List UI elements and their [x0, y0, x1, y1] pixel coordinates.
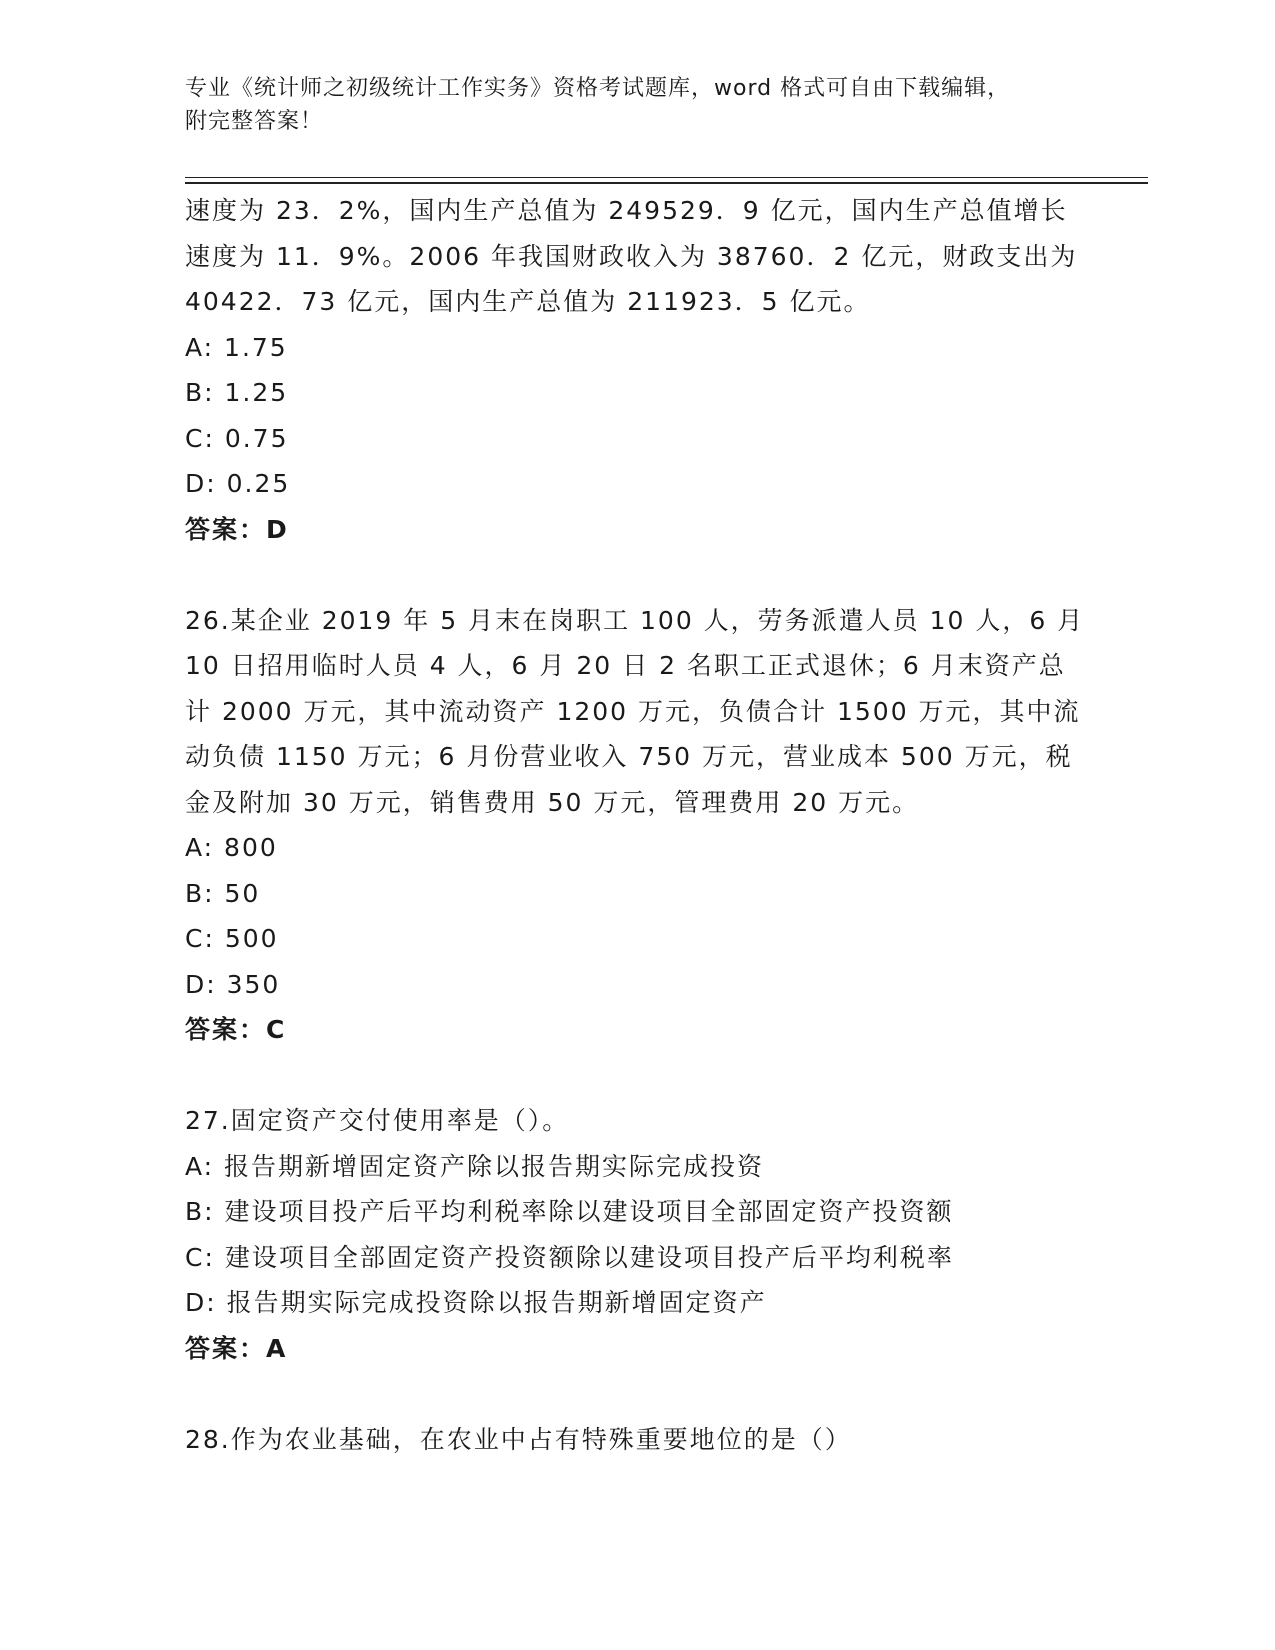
question-25-option-b: B: 1.25 — [185, 378, 289, 407]
question-26-text-line: 金及附加 30 万元，销售费用 50 万元，管理费用 20 万元。 — [185, 787, 920, 817]
header-line-1: 专业《统计师之初级统计工作实务》资格考试题库，word 格式可自由下载编辑， — [185, 76, 1011, 101]
question-27-option-c: C: 建设项目全部固定资产投资额除以建设项目投产后平均利税率 — [185, 1242, 954, 1272]
header-rule-thick — [185, 182, 1148, 184]
question-26-option-b: B: 50 — [185, 878, 261, 908]
question-26-text-line: 26.某企业 2019 年 5 月末在岗职工 100 人，劳务派遣人员 10 人，6 月 — [185, 605, 1085, 635]
question-26-option-c: C: 500 — [185, 924, 279, 953]
question-26-option-d: D: 350 — [185, 969, 281, 999]
document-body — [185, 188, 1085, 1462]
question-26 — [185, 598, 1085, 1053]
question-26-text-line: 10 日招用临时人员 4 人，6 月 20 日 2 名职工正式退休；6 月末资产总 — [185, 651, 1066, 680]
header-line-2: 附完整答案！ — [185, 109, 324, 134]
spacer — [185, 1371, 1085, 1417]
question-26-answer: 答案：C — [185, 1015, 287, 1044]
question-27-option-a: A: 报告期新增固定资产除以报告期实际完成投资 — [185, 1151, 765, 1181]
question-27-answer: 答案：A — [185, 1333, 288, 1363]
question-25-answer: 答案：D — [185, 514, 289, 544]
question-25-option-c: C: 0.75 — [185, 423, 289, 453]
question-27-option-b: B: 建设项目投产后平均利税率除以建设项目全部固定资产投资额 — [185, 1197, 954, 1226]
question-25 — [185, 188, 1085, 552]
question-27-text: 27.固定资产交付使用率是（）。 — [185, 1106, 570, 1135]
question-25-option-a: A: 1.75 — [185, 332, 288, 362]
question-25-text-line: 速度为 23．2%，国内生产总值为 249529．9 亿元，国内生产总值增长 — [185, 196, 1068, 225]
document-header — [185, 72, 1115, 138]
question-27-option-d: D: 报告期实际完成投资除以报告期新增固定资产 — [185, 1288, 767, 1317]
question-25-text-line: 速度为 11．9%。2006 年我国财政收入为 38760．2 亿元，财政支出为 — [185, 241, 1078, 271]
header-rule-thin — [185, 177, 1148, 178]
question-28-text: 28.作为农业基础，在农业中占有特殊重要地位的是（） — [185, 1424, 852, 1454]
question-25-option-d: D: 0.25 — [185, 469, 291, 498]
spacer — [185, 552, 1085, 598]
question-26-text-line: 计 2000 万元，其中流动资产 1200 万元，负债合计 1500 万元，其中流 — [185, 696, 1081, 726]
spacer — [185, 1053, 1085, 1099]
question-27 — [185, 1098, 1085, 1371]
question-25-text-line: 40422．73 亿元，国内生产总值为 211923．5 亿元。 — [185, 287, 871, 316]
question-26-option-a: A: 800 — [185, 833, 278, 862]
question-26-text-line: 动负债 1150 万元；6 月份营业收入 750 万元，营业成本 500 万元，税 — [185, 742, 1073, 771]
question-28 — [185, 1417, 1085, 1463]
